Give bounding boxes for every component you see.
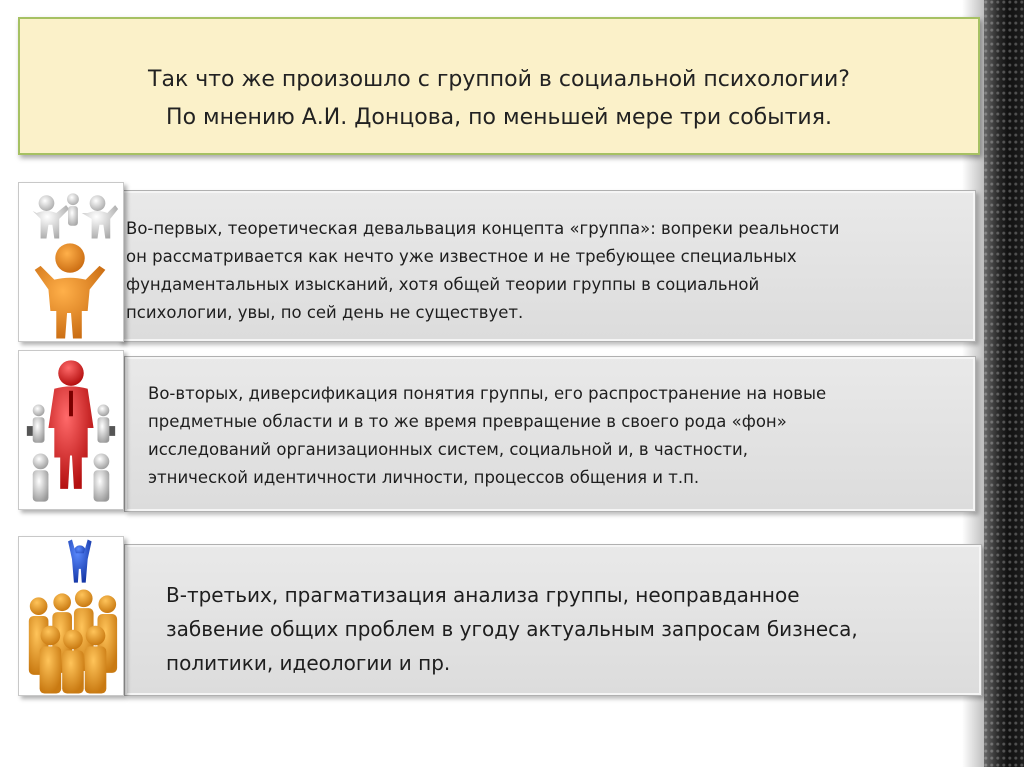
event-text-2 [148,380,826,492]
event-text-1 [126,215,840,327]
book-spine-edge [984,0,1024,767]
event-2-line-1: Во-вторых, диверсификация понятия группы, его распространение на новые [148,384,827,403]
crowd-raised-hand-icon [19,537,123,695]
event-3-line-2: забвение общих проблем в угоду актуальным запросам бизнеса, [166,617,858,641]
red-leader-icon [19,351,123,509]
title-line-2: По мнению А.И. Донцова, по меньшей мере три события. [166,105,832,130]
event-1-image [18,182,124,342]
people-group-leader-icon [19,183,123,341]
event-3-line-3: политики, идеологии и пр. [166,651,451,675]
event-1-line-4: психологии, увы, по сей день не существует. [126,303,524,322]
event-2-line-4: этнической идентичности личности, процессов общения и т.п. [148,468,700,487]
title-line-1: Так что же произошло с группой в социальной психологии? [148,67,850,92]
event-3-line-1: В-третьих, прагматизация анализа группы, неоправданное [166,583,800,607]
event-1-line-3: фундаментальных изысканий, хотя общей теории группы в социальной [126,275,760,294]
event-1-line-1: Во-первых, теоретическая девальвация концепта «группа»: вопреки реальности [126,219,840,238]
event-3-image [18,536,124,696]
event-1-line-2: он рассматривается как нечто уже известное и не требующее специальных [126,247,797,266]
event-2-line-3: исследований организационных систем, социальной и, в частности, [148,440,748,459]
event-2-line-2: предметные области и в то же время превращение в своего рода «фон» [148,412,787,431]
event-2-image [18,350,124,510]
title-box [18,17,980,155]
slide-title [20,61,978,137]
event-text-3 [166,578,858,680]
